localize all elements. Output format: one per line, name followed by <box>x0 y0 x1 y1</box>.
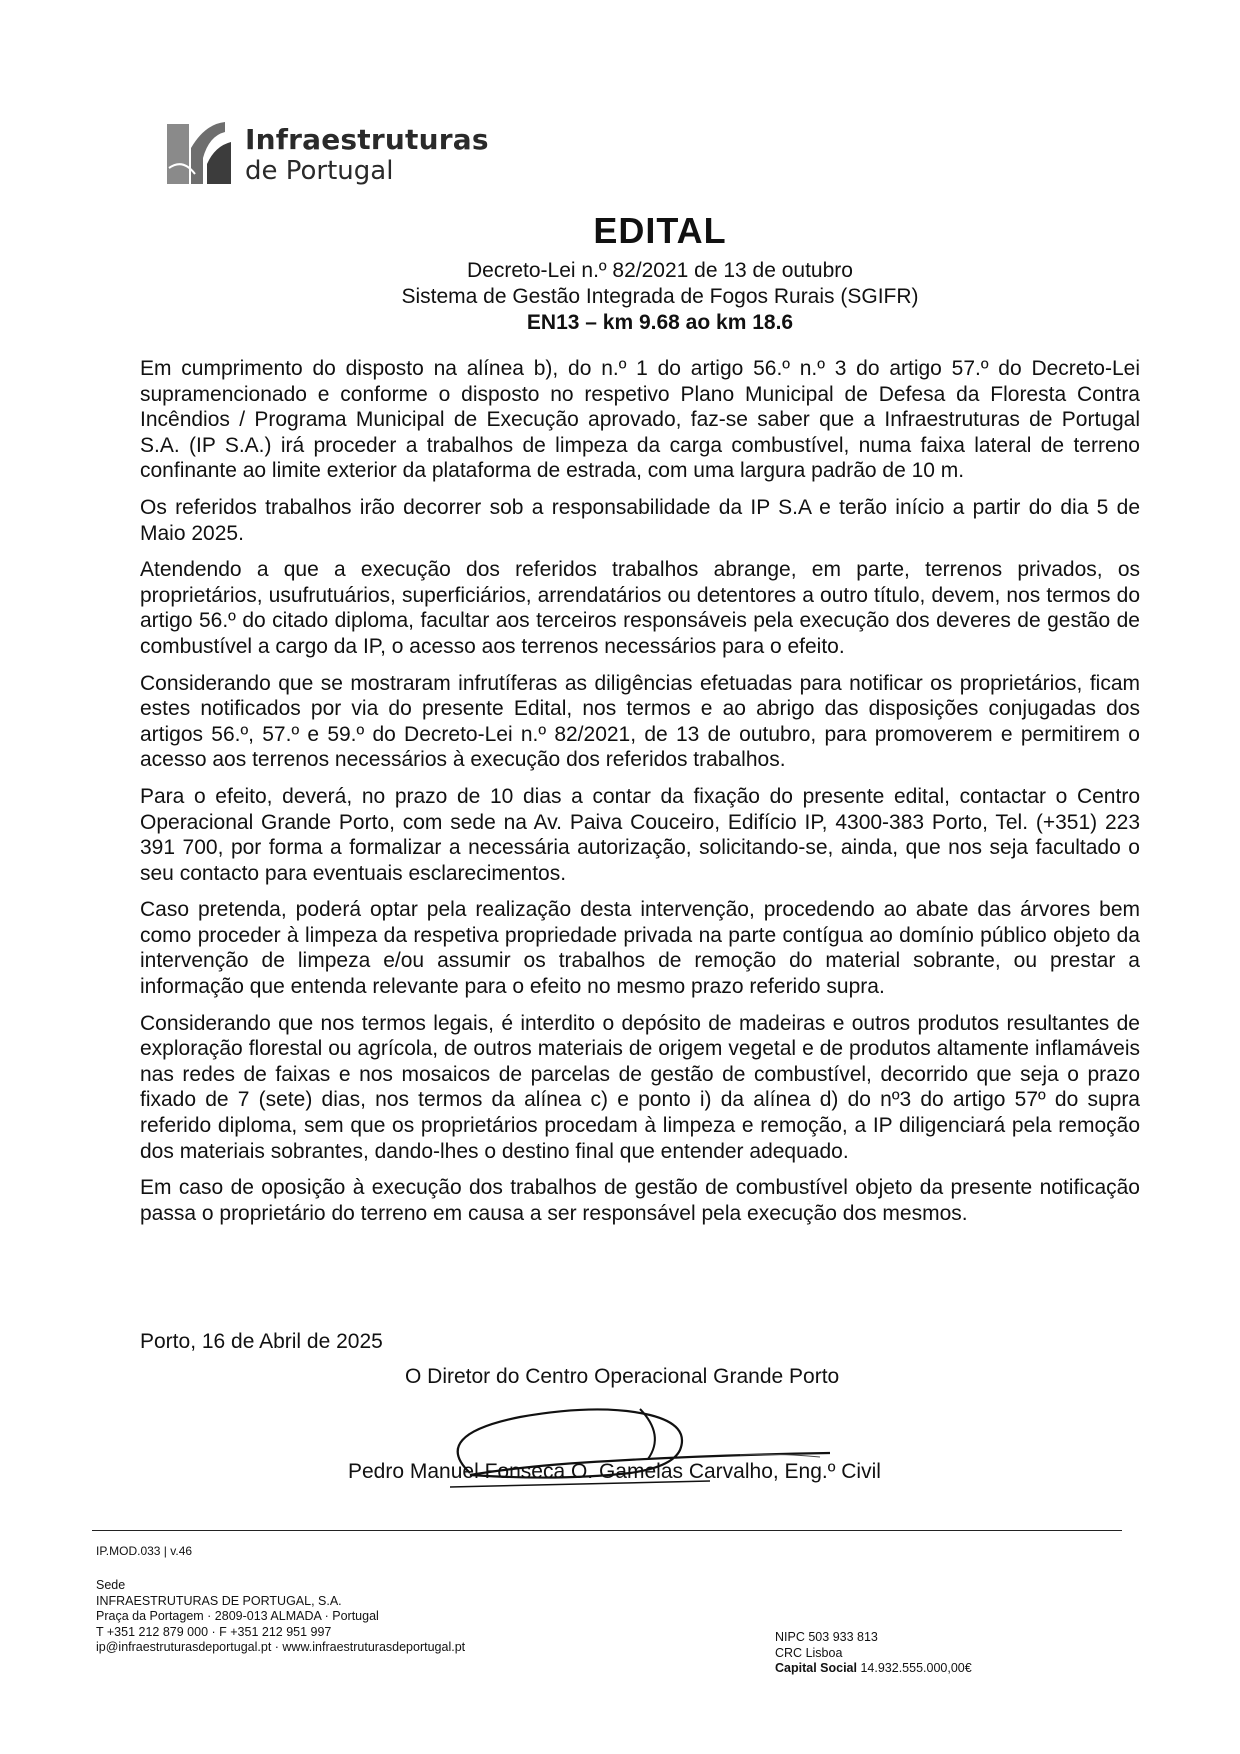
body-paragraph: Atendendo a que a execução dos referidos trabalhos abrange, em parte, terrenos privados, os proprietários, usufrutuários, superficiários, arrendatários ou detentores a outro título, devem, nos termos do artigo 56.º do citado diploma, facultar aos terceiros responsáveis pela execução dos deveres de gestão de combustível a cargo da IP, o acesso aos terrenos necessários para o efeito. <box>140 558 1140 658</box>
nipc-label: NIPC <box>775 1630 805 1644</box>
body-paragraph: Os referidos trabalhos irão decorrer sob a responsabilidade da IP S.A e terão início a partir do dia 5 de Maio 2025. <box>140 495 1140 545</box>
page-title: EDITAL <box>593 210 727 251</box>
footer-divider <box>92 1530 1122 1531</box>
company-logo <box>165 118 489 198</box>
company-address: Praça da Portagem · 2809-013 ALMADA · Portugal <box>96 1609 379 1623</box>
logo-name-line2: de Portugal <box>245 156 394 186</box>
document-body <box>140 356 1140 1237</box>
place-and-date: Porto, 16 de Abril de 2025 <box>140 1330 383 1353</box>
company-phones: T +351 212 879 000 · F +351 212 951 997 <box>96 1624 332 1639</box>
document-header <box>40 210 1240 336</box>
footer-registry-block <box>775 1630 972 1677</box>
sede-label: Sede <box>96 1578 126 1592</box>
body-paragraph: Em cumprimento do disposto na alínea b), do n.º 1 do artigo 56.º n.º 3 do artigo 57.º do Decreto-Lei supramencionado e conforme o disposto no respetivo Plano Municipal de Defesa da Floresta Contra Incêndios / Programa Municipal de Execução aprovado, faz-se saber que a Infraestruturas de Portugal S.A. (IP S.A.) irá proceder a trabalhos de limpeza da carga combustível, numa faixa lateral de terreno confinante ao limite exterior da plataforma de estrada, com uma largura padrão de 10 m. <box>140 357 1140 483</box>
road-section: EN13 – km 9.68 ao km 18.6 <box>526 311 794 334</box>
infraestruturas-logo-mark <box>165 118 235 190</box>
crc-label: CRC <box>775 1645 803 1660</box>
company-name: INFRAESTRUTURAS DE PORTUGAL, S.A. <box>96 1593 342 1608</box>
director-title: O Diretor do Centro Operacional Grande Porto <box>405 1365 840 1388</box>
body-paragraph: Para o efeito, deverá, no prazo de 10 dias a contar da fixação do presente edital, contactar o Centro Operacional Grande Porto, com sede na Av. Paiva Couceiro, Edifício IP, 4300-383 Porto, Tel. (+351) 223 391 700, por forma a formalizar a necessária autorização, solicitando-se, ainda, que nos seja facultado o seu contacto para eventuais esclarecimentos. <box>140 784 1140 885</box>
system-name: Sistema de Gestão Integrada de Fogos Rurais (SGIFR) <box>401 285 919 308</box>
footer-address-block <box>96 1578 465 1656</box>
capital-label: Capital Social <box>775 1661 857 1675</box>
body-paragraph: Considerando que se mostraram infrutíferas as diligências efetuadas para notificar os proprietários, ficam estes notificados por via do presente Edital, nos termos e ao abrigo das disposições conjugadas dos artigos 56.º, 57.º e 59.º do Decreto-Lei n.º 82/2021, de 13 de outubro, para promoverem e permitirem o acesso aos terrenos necessários à execução dos referidos trabalhos. <box>140 671 1140 772</box>
decree-reference: Decreto-Lei n.º 82/2021 de 13 de outubro <box>467 259 853 282</box>
nipc-value: 503 933 813 <box>808 1630 878 1644</box>
capital-value: 14.932.555.000,00€ <box>860 1661 972 1675</box>
body-paragraph: Considerando que nos termos legais, é interdito o depósito de madeiras e outros produtos resultantes de exploração florestal ou agrícola, de outros materiais de origem vegetal e de produtos altamente inflamáveis nas redes de faixas e nos mosaicos de parcelas de gestão de combustível, decorrido que seja o prazo fixado de 7 (sete) dias, nos termos da alínea c) e ponto i) da alínea d) do nº3 do artigo 57º do supra referido diploma, sem que os proprietários procedam à limpeza e remoção, a IP diligenciará pela remoção dos materiais sobrantes, dando-lhes o destino final que entender adequado. <box>140 1011 1140 1163</box>
body-paragraph: Em caso de oposição à execução dos trabalhos de gestão de combustível objeto da presente notificação passa o proprietário do terreno em causa a ser responsável pela execução dos mesmos. <box>140 1176 1140 1225</box>
crc-value: Lisboa <box>805 1645 843 1660</box>
body-paragraph: Caso pretenda, poderá optar pela realização desta intervenção, procedendo ao abate das árvores bem como proceder à limpeza da respetiva propriedade privada na parte contígua ao domínio público objeto da intervenção de limpeza e/ou assumir os trabalhos de remoção do material sobrante, ou prestar a informação que entenda relevante para o efeito no mesmo prazo referido supra. <box>140 898 1140 999</box>
company-contacts: ip@infraestruturasdeportugal.pt · www.infraestruturasdeportugal.pt <box>96 1640 466 1654</box>
signer-name: Pedro Manuel Fonseca O. Gamelas Carvalho, Eng.º Civil <box>348 1460 881 1483</box>
handwritten-signature <box>410 1395 930 1505</box>
logo-name-line1: Infraestruturas <box>245 123 489 156</box>
form-code: IP.MOD.033 | v.46 <box>96 1544 193 1558</box>
